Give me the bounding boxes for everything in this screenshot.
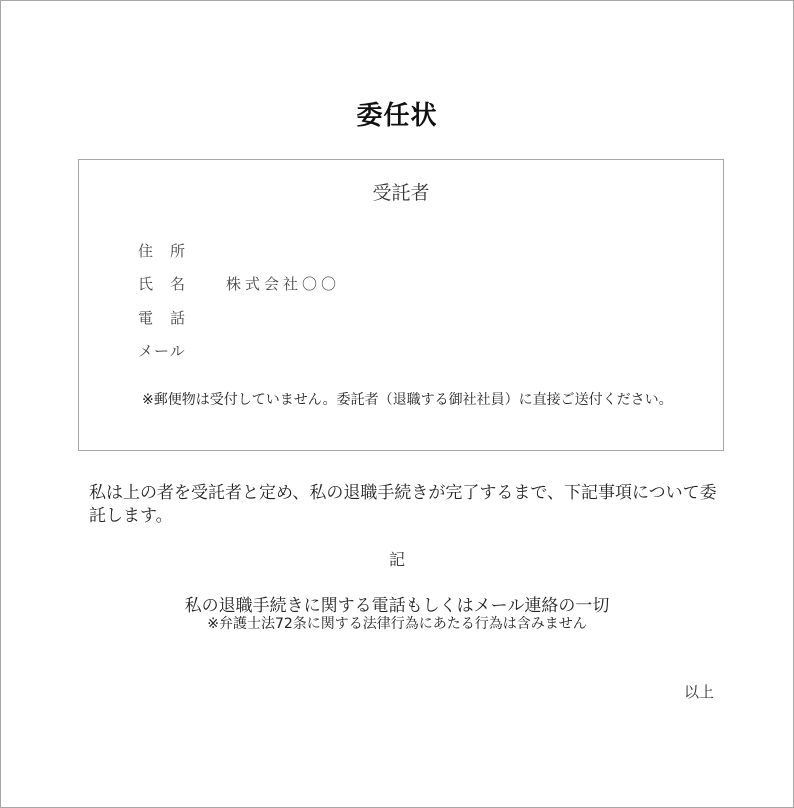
name-value: 株式会社〇〇 <box>226 275 341 293</box>
name-label: 氏 名 <box>138 275 187 293</box>
phone-label: 電 話 <box>138 309 187 327</box>
address-label: 住 所 <box>138 242 187 260</box>
email-label: メール <box>138 342 186 360</box>
address-row <box>138 240 226 261</box>
delegation-statement: 私は上の者を受託者と定め、私の退職手続きが完了するまで、下記事項について委託します。 <box>89 483 717 526</box>
email-row <box>138 340 226 361</box>
phone-row <box>138 307 226 328</box>
document-title: 委任状 <box>356 101 438 131</box>
delegated-item-note: ※弁護士法72条に関する法律行為にあたる行為は含みません <box>207 616 587 632</box>
ki-heading: 記 <box>388 550 405 569</box>
agent-box-heading: 受託者 <box>372 182 430 204</box>
mail-note: ※郵便物は受付していません。委託者（退職する御社社員）に直接ご送付ください。 <box>142 392 673 408</box>
closing-text: 以上 <box>684 683 715 701</box>
agent-info-box <box>78 159 724 451</box>
name-row <box>138 273 340 294</box>
delegated-item: 私の退職手続きに関する電話もしくはメール連絡の一切 <box>184 596 610 616</box>
